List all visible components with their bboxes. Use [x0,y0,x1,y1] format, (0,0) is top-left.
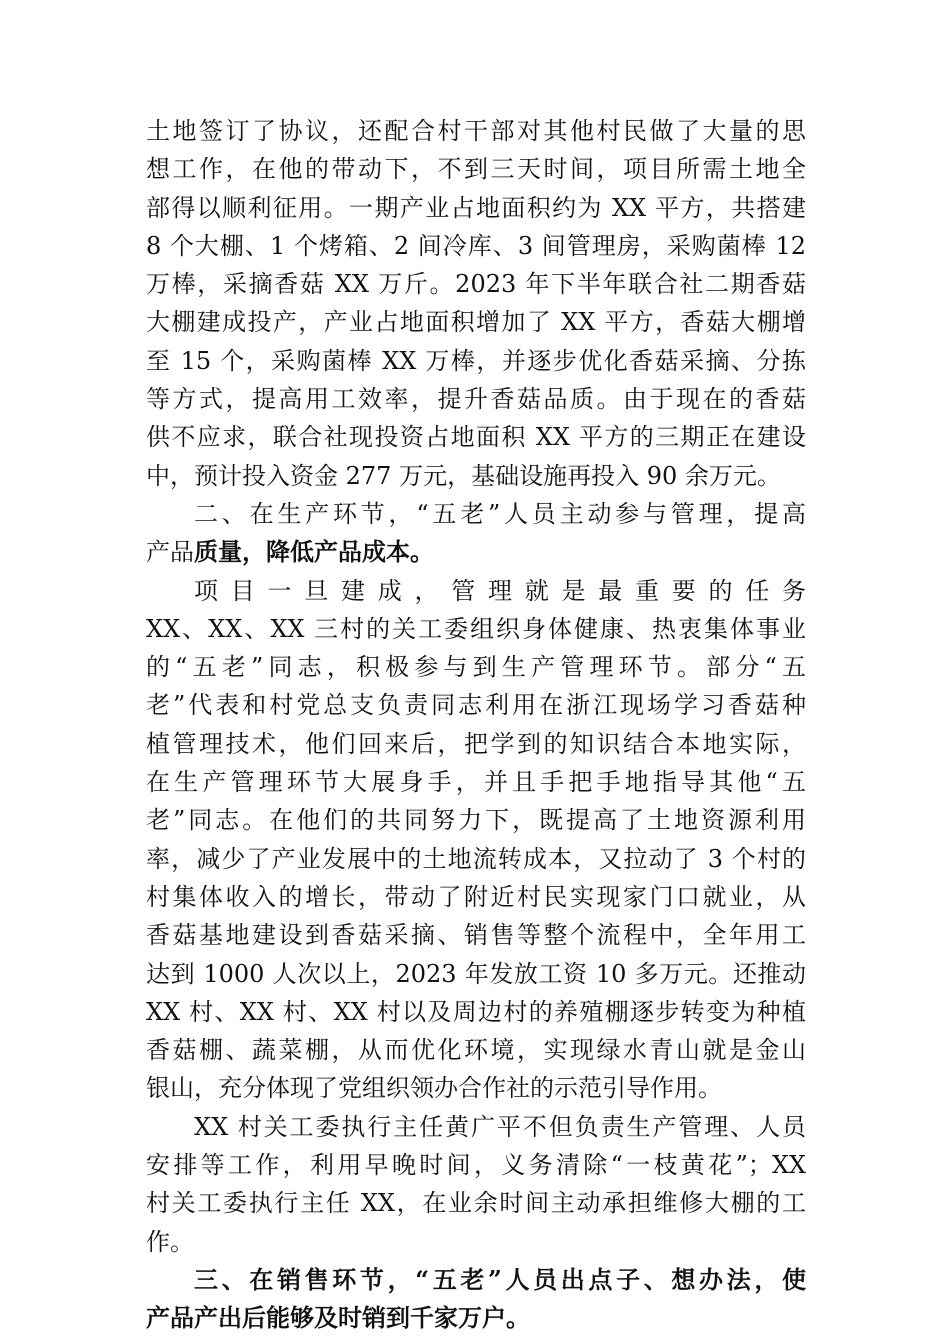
text-line: 香菇基地建设到香菇采摘、销售等整个流程中，全年用工 [146,921,806,950]
text-line: 老”同志。在他们的共同努力下，既提高了土地资源利用 [146,806,806,835]
text-line: 8 个大棚、1 个烤箱、2 间冷库、3 间管理房，采购菌棒 12 [146,231,806,260]
text-line: 等方式，提高用工效率，提升香菇品质。由于现在的香菇 [146,385,806,414]
text-line: 中，预计投入资金 277 万元，基础设施再投入 90 余万元。 [146,461,781,490]
heading-line: 三、在销售环节，“五老”人员出点子、想办法，使 [194,1264,806,1294]
text-line: 香菇棚、蔬菜棚，从而优化环境，实现绿水青山就是金山 [146,1036,806,1065]
text-line: 的“五老”同志，积极参与到生产管理环节。部分“五 [146,653,806,682]
text-line: 植管理技术，他们回来后，把学到的知识结合本地实际， [146,729,806,758]
paragraph-management [146,572,806,1108]
text-line: 达到 1000 人次以上，2023 年发放工资 10 多万元。还推动 [146,959,806,988]
text-line: XX 村、XX 村、XX 村以及周边村的养殖棚逐步转变为种植 [146,997,806,1026]
heading-line: 产品产出后能够及时销到千家万户。 [146,1303,530,1333]
text-line: 万棒，采摘香菇 XX 万斤。2023 年下半年联合社二期香菇 [146,270,806,299]
section-heading-sales [146,1261,806,1338]
text-line: 项 目 一 旦 建 成 ， 管 理 就 是 最 重 要 的 任 务 [194,576,806,605]
paragraph-project-land [146,112,806,495]
text-line: XX 村关工委执行主任黄广平不但负责生产管理、人员 [194,1112,806,1141]
text-line: 率，减少了产业发展中的土地流转成本，又拉动了 3 个村的 [146,844,806,873]
text-line: 至 15 个，采购菌棒 XX 万棒，并逐步优化香菇采摘、分拣 [146,346,806,375]
heading-bold-text: 质量，降低产品成本。 [194,537,434,567]
text-line: 老”代表和村党总支负责同志利用在浙江现场学习香菇种 [146,691,806,720]
heading-plain-text: 产品 [146,538,194,567]
text-line: XX、XX、XX 三村的关工委组织身体健康、热衷集体事业 [146,614,806,643]
text-line: 村关工委执行主任 XX，在业余时间主动承担维修大棚的工 [146,1189,806,1218]
text-line: 想工作，在他的带动下，不到三天时间，项目所需土地全 [146,155,806,184]
text-line: 土地签订了协议，还配合村干部对其他村民做了大量的思 [146,117,806,145]
text-line: 村集体收入的增长，带动了附近村民实现家门口就业，从 [146,882,806,911]
text-line: 作。 [146,1227,194,1256]
text-line: 部得以顺利征用。一期产业占地面积约为 XX 平方，共搭建 [146,193,806,222]
paragraph-committee [146,1108,806,1261]
heading-line [146,533,806,571]
text-line: 安排等工作，利用早晚时间，义务清除“一枝黄花”；XX [146,1151,806,1180]
text-line: 银山，充分体现了党组织领办合作社的示范引导作用。 [146,1074,722,1103]
document-body [146,112,806,1338]
heading-line: 二、在生产环节，“五老”人员主动参与管理，提高 [194,499,806,528]
text-line: 大棚建成投产，产业占地面积增加了 XX 平方，香菇大棚增 [146,308,806,337]
section-heading-production [146,495,806,572]
text-line: 在生产管理环节大展身手，并且手把手地指导其他“五 [146,768,806,797]
text-line: 供不应求，联合社现投资占地面积 XX 平方的三期正在建设 [146,423,806,452]
